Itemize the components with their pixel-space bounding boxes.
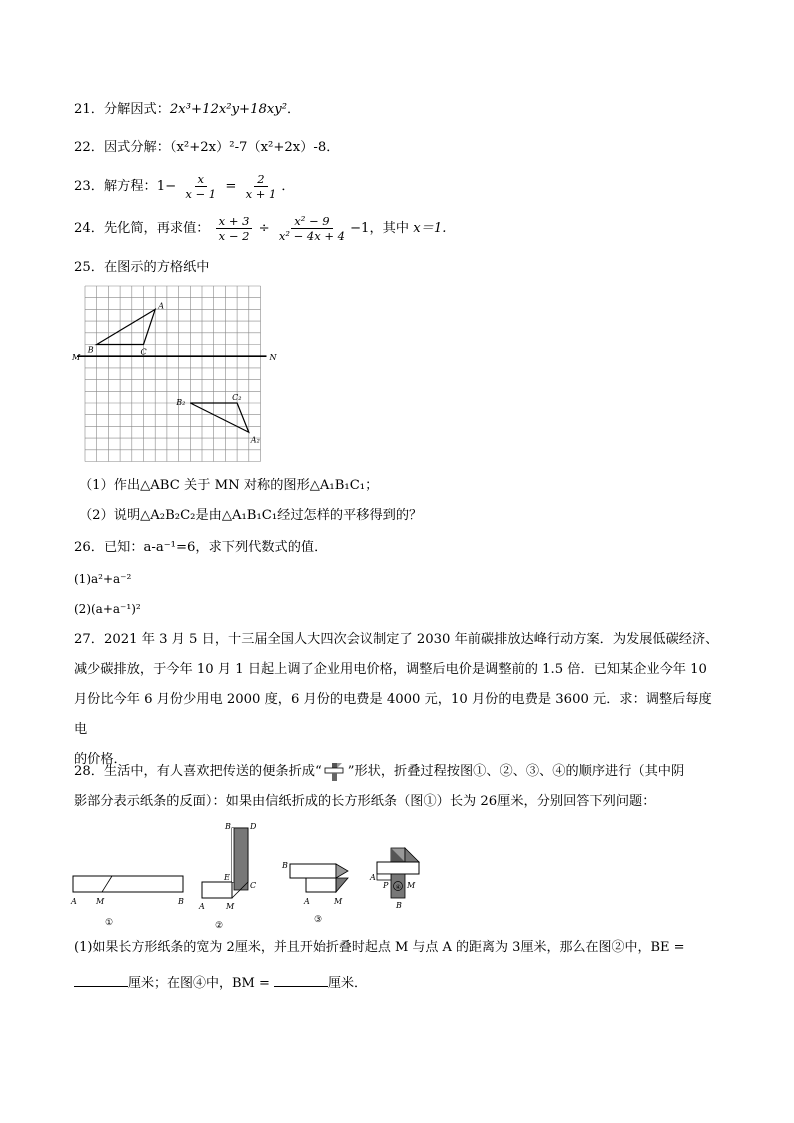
fig4-label-m: M	[407, 881, 416, 890]
fig1-number: ①	[105, 918, 114, 928]
q26-stem: 已知：a-a⁻¹=6，求下列代数式的值．	[103, 540, 328, 555]
q23-fraction-2	[243, 172, 280, 201]
q22-expression: （x²+2x）²-7（x²+2x）-8	[169, 140, 327, 155]
q23-end: ．	[281, 179, 295, 194]
label-b: B	[87, 345, 94, 355]
q23-fraction-1	[182, 172, 219, 201]
question-21	[74, 101, 300, 119]
q21-stem: 分解因式：	[103, 102, 170, 117]
q28-sub-1-line-2	[74, 974, 367, 993]
question-25	[74, 259, 209, 277]
label-a2: A₂	[250, 435, 260, 445]
question-23	[74, 172, 295, 201]
fig-4	[369, 848, 419, 910]
q23-frac1-den: x − 1	[185, 187, 217, 201]
q24-divide: ÷	[258, 221, 270, 236]
q25-part-2: （2）说明△A₂B₂C₂是由△A₁B₁C₁经过怎样的平移得到的？	[79, 508, 423, 523]
q27-line-3: 月份比今年 6 月份少用电 2000 度，6 月份的电费是 4000 元，10 月份的电费是 3600 元．求：调整后每度电	[74, 692, 712, 737]
q24-fraction-2	[276, 214, 348, 243]
fig1-label-a: A	[71, 897, 77, 906]
folding-figures	[66, 818, 436, 933]
question-27	[74, 625, 724, 775]
q22-stem: 因式分解：	[103, 140, 170, 155]
label-c2: C₂	[232, 393, 242, 402]
q23-lhs: 1−	[156, 179, 177, 194]
answer-blank-be[interactable]	[74, 974, 128, 987]
q25-number: 25．	[74, 260, 104, 275]
fig1-label-m: M	[96, 897, 105, 906]
fig2-label-a: A	[199, 902, 205, 911]
fig4-label-a: A	[370, 873, 376, 882]
q28-line-2: 影部分表示纸条的反面）：如果由信纸折成的长方形纸条（图①）长为 26厘米，分别回答下列问题：	[74, 794, 656, 809]
q23-frac1-num: x	[195, 172, 208, 187]
fig3-label-b: B	[282, 861, 288, 870]
q24-condition: x＝1.	[413, 221, 447, 236]
fig2-label-m: M	[226, 902, 235, 911]
question-28	[74, 757, 724, 817]
q22-number: 22．	[74, 140, 104, 155]
q26-part-2: (2)(a+a⁻¹)²	[74, 602, 141, 616]
q24-frac2-num: x² − 9	[291, 214, 332, 229]
q28-sub-1-line-1: (1)如果长方形纸条的宽为 2厘米，并且开始折叠时起点 M 与点 A 的距离为 3厘米，那么在图②中，BE =	[74, 940, 685, 955]
fig4-label-p: P	[383, 881, 389, 890]
q28-line-1b: ”形状，折叠过程按图①、②、③、④的顺序进行（其中阴	[347, 764, 685, 779]
label-c: C	[140, 347, 147, 357]
fig2-label-e: E	[224, 873, 230, 882]
fig3-label-m: M	[334, 897, 343, 906]
fig3-number: ③	[314, 915, 323, 925]
q24-frac1-den: x − 2	[218, 229, 250, 243]
q28-sub-1c: 厘米．	[328, 976, 368, 991]
triangle-abc	[97, 309, 156, 344]
q24-tail: −1，其中	[350, 221, 410, 236]
q26-part-1: (1)a²+a⁻²	[74, 572, 132, 586]
q24-frac2-den: x² − 4x + 4	[278, 229, 345, 243]
fig-2	[198, 822, 257, 931]
fig2-label-b: B	[225, 822, 231, 831]
q27-line-2: 减少碳排放，于今年 10 月 1 日起上调了企业用电价格，调整后电价是调整前的 1.5 倍．已知某企业今年 10	[74, 662, 707, 677]
q24-frac1-num: x + 3	[216, 214, 253, 229]
q21-number: 21．	[74, 102, 104, 117]
label-a: A	[158, 301, 164, 311]
q23-frac2-den: x + 1	[245, 187, 277, 201]
q23-frac2-num: 2	[254, 172, 267, 187]
fig3-label-a: A	[304, 897, 310, 906]
q21-end: ．	[287, 102, 301, 117]
q28-sub-1b: 厘米；在图④中，BM =	[128, 976, 270, 991]
fig4-label-b: B	[396, 901, 402, 910]
triangle-a2b2c2	[190, 403, 249, 432]
q26-number: 26．	[74, 540, 104, 555]
fig-1	[70, 876, 184, 928]
folded-note-icon	[322, 761, 348, 783]
fig4-number: ④	[395, 884, 401, 891]
question-26	[74, 539, 327, 557]
q23-number: 23．	[74, 179, 104, 194]
q23-stem: 解方程：	[103, 179, 157, 194]
label-b2: B₂	[176, 398, 186, 407]
q27-line-4: 的价格．	[74, 752, 127, 767]
q24-stem: 先化简，再求值：	[103, 221, 210, 236]
q25-stem: 在图示的方格纸中	[103, 260, 210, 275]
q28-line-1a: 28．生活中，有人喜欢把传送的便条折成“	[74, 764, 322, 779]
label-m: M	[72, 353, 81, 363]
q24-fraction-1	[216, 214, 253, 243]
question-24	[74, 214, 446, 243]
answer-blank-bm[interactable]	[274, 974, 328, 987]
fig2-label-c: C	[250, 881, 257, 890]
q28-line-1	[74, 757, 724, 787]
q25-part-1: （1）作出△ABC 关于 MN 对称的图形△A₁B₁C₁；	[79, 478, 379, 493]
label-n: N	[269, 353, 277, 363]
q24-number: 24．	[74, 221, 104, 236]
q22-end: ．	[326, 140, 340, 155]
grid-figure	[70, 282, 280, 472]
fig-3	[281, 861, 348, 925]
q27-line-1: 27．2021 年 3 月 5 日，十三届全国人大四次会议制定了 2030 年前碳排放达峰行动方案．为发展低碳经济、	[74, 632, 719, 647]
fig1-label-b: B	[178, 897, 184, 906]
fig2-number: ②	[215, 921, 224, 931]
fig2-label-d: D	[250, 822, 257, 831]
q23-equals: =	[225, 179, 237, 194]
question-22	[74, 139, 339, 157]
q21-expression: 2x³+12x²y+18xy²	[169, 102, 288, 117]
